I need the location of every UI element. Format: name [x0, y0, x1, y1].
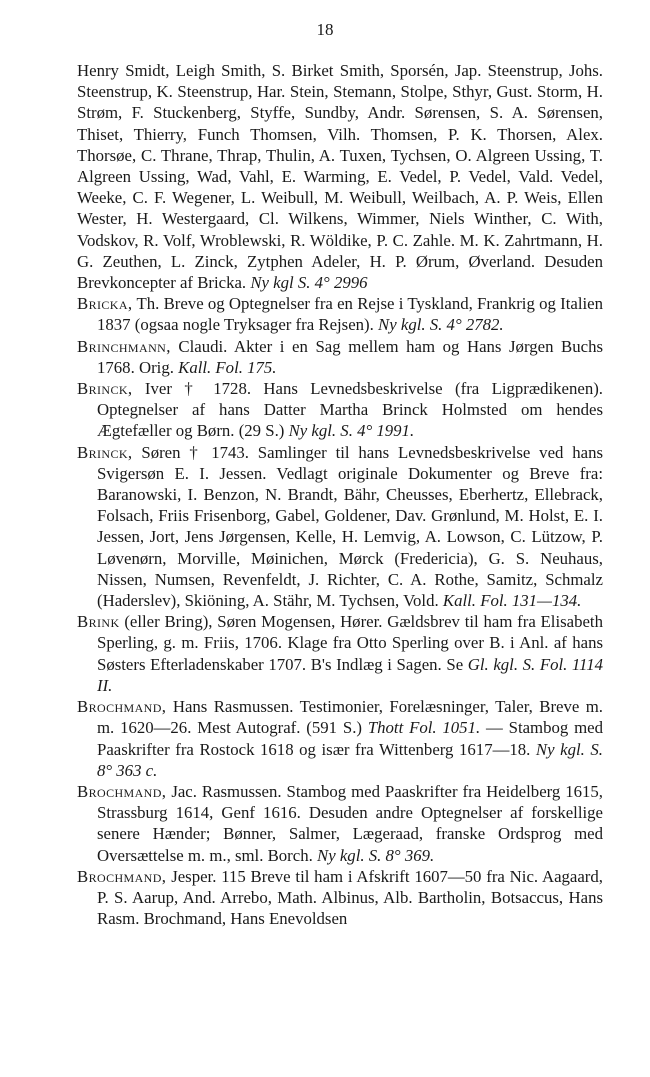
- entry-shelfmark: Ny kgl. S. 4° 2782.: [378, 315, 504, 335]
- entry-text: Claudi. Akter i en Sag mellem ham og Hans Jørgen Buchs 1768. Orig.: [97, 336, 603, 377]
- entry-name: Brink: [77, 612, 120, 632]
- entry-shelfmark: Ny kgl. S. 8° 369.: [317, 845, 435, 865]
- entry-text: Hans Rasmussen. Testimonier, Forelæsninger, Taler, Breve m. m. 1620—26. Mest Autograf. (591 S.): [97, 697, 603, 738]
- entry-name: Brinck,: [77, 442, 133, 462]
- entry-continuation-shelfmark: Ny kgl. S. 8° 363 c.: [97, 739, 603, 780]
- index-entry: [77, 866, 603, 930]
- entry-shelfmark: Ny kgl. S. 4° 1991.: [288, 421, 415, 441]
- entry-text: (eller Bring), Søren Mogensen, Hører. Gældsbrev til ham fra Elisabeth Sperling, g. m. Friis, 1706. Klage fra Otto Sperling over B. i Anl. af hans Søsters Efterladenskaber 1707. B's Indlæg i Sagen. Se: [97, 612, 603, 674]
- entry-name: Brochmand,: [77, 866, 167, 886]
- entry-shelfmark: Thott Fol. 1051.: [367, 718, 481, 738]
- entry-shelfmark: Kall. Fol. 175.: [178, 357, 277, 377]
- page-number: 18: [316, 20, 334, 39]
- index-entry: [77, 378, 603, 442]
- index-entry: [77, 781, 603, 866]
- entry-shelfmark: Ny kgl S. 4° 2996: [250, 273, 368, 293]
- index-entry-continued: [77, 60, 603, 293]
- entry-text: Th. Breve og Optegnelser fra en Rejse i Tyskland, Frankrig og Italien 1837 (ogsaa nogle Tryksager fra Rejsen).: [97, 294, 603, 335]
- index-entry: [77, 611, 603, 696]
- entry-shelfmark: Kall. Fol. 131—134.: [442, 591, 582, 611]
- entry-text: Jesper. 115 Breve til ham i Afskrift 1607—50 fra Nic. Aagaard, P. S. Aarup, And. Arrebo, Math. Albinus, Alb. Bartholin, Botsaccus, Hans Rasm. Brochmand, Hans Enevoldsen: [97, 866, 603, 929]
- entry-name: Brochmand,: [77, 781, 167, 801]
- index-entry: [77, 336, 603, 378]
- index-entry: [77, 442, 603, 612]
- entry-text: Søren † 1743. Samlinger til hans Levnedsbeskrivelse ved hans Svigersøn E. I. Jessen. Vedlagt originale Dokumenter og Breve fra: Baranowski, I. Benzon, N. Brandt, Bähr, Cheusses, Eberhertz, Ellebrack, Folsach, Friis Frisenborg, Gabel, Goldener, Dav. Grønlund, M. Holst, E. I. Jessen, Jort, Jens Jørgensen, Kelle, H. Lemvig, A. Lowson, C. Lützow, P. Løvenørn, Morville, Møinichen, Mørck (Fredericia), G. S. Neuhaus, Nissen, Numsen, Revenfeldt, J. Richter, C. A. Rothe, Samitz, Schmalz (Haderslev), Skiöning, A. Stähr, M. Tychsen, Vold.: [97, 442, 604, 611]
- entry-name: Bricka,: [77, 294, 133, 314]
- entry-shelfmark: Gl. kgl. S. Fol. 1114 II.: [97, 654, 603, 695]
- index-body: [77, 60, 603, 929]
- entry-text: Henry Smidt, Leigh Smith, S. Birket Smith, Sporsén, Jap. Steenstrup, Johs. Steenstrup, K. Steenstrup, Har. Stein, Stemann, Stolpe, Sthyr, Gust. Storm, H. Strøm, F. Stuckenberg, Styffe, Sundby, Andr. Sørensen, S. A. Sørensen, Thiset, Thierry, Funch Thomsen, Vilh. Thomsen, P. K. Thorsen, Alex. Thorsøe, C. Thrane, Thrap, Thulin, A. Tuxen, Tychsen, O. Algreen Ussing, T. Algreen Ussing, Wad, Vahl, E. Warming, E. Vedel, P. Vedel, Vald. Vedel, Weeke, C. F. Wegener, L. Weibull, M. Weibull, Weilbach, A. P. Weis, Ellen Wester, H. Westergaard, Cl. Wilkens, Wimmer, Niels Winther, C. With, Vodskov, R. Volf, Wroblewski, R. Wöldike, P. C. Zahle. M. K. Zahrtmann, H. G. Zeuthen, L. Zinck, Zytphen Adeler, H. P. Ørum, Øverland. Desuden Brevkoncepter af Bricka.: [77, 61, 603, 293]
- entry-text: Jac. Rasmussen. Stambog med Paaskrifter fra Heidelberg 1615, Strassburg 1614, Genf 1616. Desuden andre Optegnelser af forskellige senere Hænder; Bønner, Salmer, Lægeraad, franske Ordsprog med Oversættelse m. m., sml. Borch.: [97, 781, 603, 865]
- entry-name: Brinck,: [77, 379, 133, 399]
- index-entry: [77, 696, 603, 781]
- entry-name: Brinchmann,: [77, 336, 171, 356]
- entry-name: Brochmand,: [77, 697, 167, 717]
- entry-continuation: — Stambog med Paaskrifter fra Rostock 1618 og især fra Wittenberg 1617—18.: [97, 718, 603, 759]
- index-entry: [77, 293, 603, 335]
- entry-text: Iver † 1728. Hans Levnedsbeskrivelse (fra Ligprædikenen). Optegnelser af hans Datter Martha Brinck Holmsted om hendes Ægtefæller og Børn. (29 S.): [97, 379, 603, 441]
